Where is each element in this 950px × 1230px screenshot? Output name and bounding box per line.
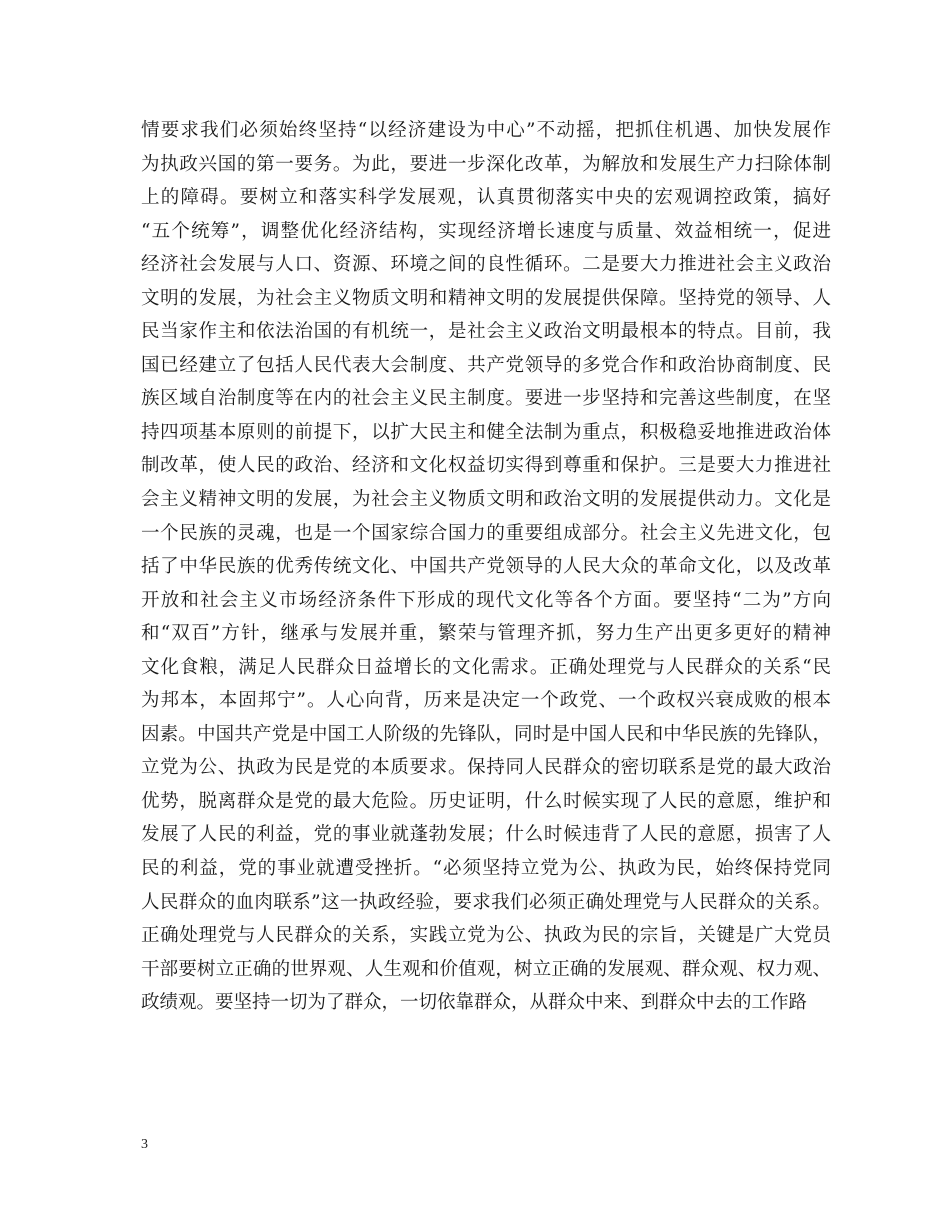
text-line: 开放和社会主义市场经济条件下形成的现代文化等各个方面。要坚持“二为”方向 [141,589,831,611]
text-line: 干部要树立正确的世界观、人生观和价值观，树立正确的发展观、群众观、权力观、 [141,958,831,980]
text-line: 政绩观。要坚持一切为了群众，一切依靠群众，从群众中来、到群众中去的工作路 [141,992,808,1014]
body-text [141,114,831,1020]
text-line: 制改革，使人民的政治、经济和文化权益切实得到尊重和保护。三是要大力推进社 [141,455,831,477]
text-line: 括了中华民族的优秀传统文化、中国共产党领导的人民大众的革命文化，以及改革 [141,556,831,578]
text-line: 经济社会发展与人口、资源、环境之间的良性循环。二是要大力推进社会主义政治 [141,254,831,276]
text-line: 会主义精神文明的发展，为社会主义物质文明和政治文明的发展提供动力。文化是 [141,489,831,511]
text-line: 上的障碍。要树立和落实科学发展观，认真贯彻落实中央的宏观调控政策，搞好 [141,187,831,209]
text-line: 因素。中国共产党是中国工人阶级的先锋队，同时是中国人民和中华民族的先锋队， [141,723,831,745]
text-line: 文明的发展，为社会主义物质文明和精神文明的发展提供保障。坚持党的领导、人 [141,287,831,309]
text-line: 为邦本，本固邦宁”。人心向背，历来是决定一个政党、一个政权兴衰成败的根本 [141,690,831,712]
text-line: 正确处理党与人民群众的关系，实践立党为公、执政为民的宗旨，关键是广大党员 [141,925,831,947]
page-number: 3 [141,1137,148,1152]
text-line: 人民群众的血肉联系”这一执政经验，要求我们必须正确处理党与人民群众的关系。 [141,891,831,913]
text-line: 为执政兴国的第一要务。为此，要进一步深化改革，为解放和发展生产力扫除体制 [141,153,831,175]
text-line: 族区域自治制度等在内的社会主义民主制度。要进一步坚持和完善这些制度，在坚 [141,388,831,410]
text-line: 发展了人民的利益，党的事业就蓬勃发展；什么时候违背了人民的意愿，损害了人 [141,824,831,846]
text-line: 一个民族的灵魂，也是一个国家综合国力的重要组成部分。社会主义先进文化，包 [141,522,831,544]
text-line: 持四项基本原则的前提下，以扩大民主和健全法制为重点，积极稳妥地推进政治体 [141,421,831,443]
text-line: 民当家作主和依法治国的有机统一，是社会主义政治文明最根本的特点。目前，我 [141,321,831,343]
text-line: 民的利益，党的事业就遭受挫折。“必须坚持立党为公、执政为民，始终保持党同 [141,858,831,880]
text-line: 和“双百”方针，继承与发展并重，繁荣与管理齐抓，努力生产出更多更好的精神 [141,623,831,645]
text-line: 国已经建立了包括人民代表大会制度、共产党领导的多党合作和政治协商制度、民 [141,354,831,376]
text-line: 优势，脱离群众是党的最大危险。历史证明，什么时候实现了人民的意愿，维护和 [141,790,831,812]
text-line: 立党为公、执政为民是党的本质要求。保持同人民群众的密切联系是党的最大政治 [141,757,831,779]
text-line: 情要求我们必须始终坚持“以经济建设为中心”不动摇，把抓住机遇、加快发展作 [141,120,831,141]
text-line: 文化食粮，满足人民群众日益增长的文化需求。正确处理党与人民群众的关系“民 [141,656,831,678]
text-line: “五个统筹”，调整优化经济结构，实现经济增长速度与质量、效益相统一，促进 [141,220,831,242]
